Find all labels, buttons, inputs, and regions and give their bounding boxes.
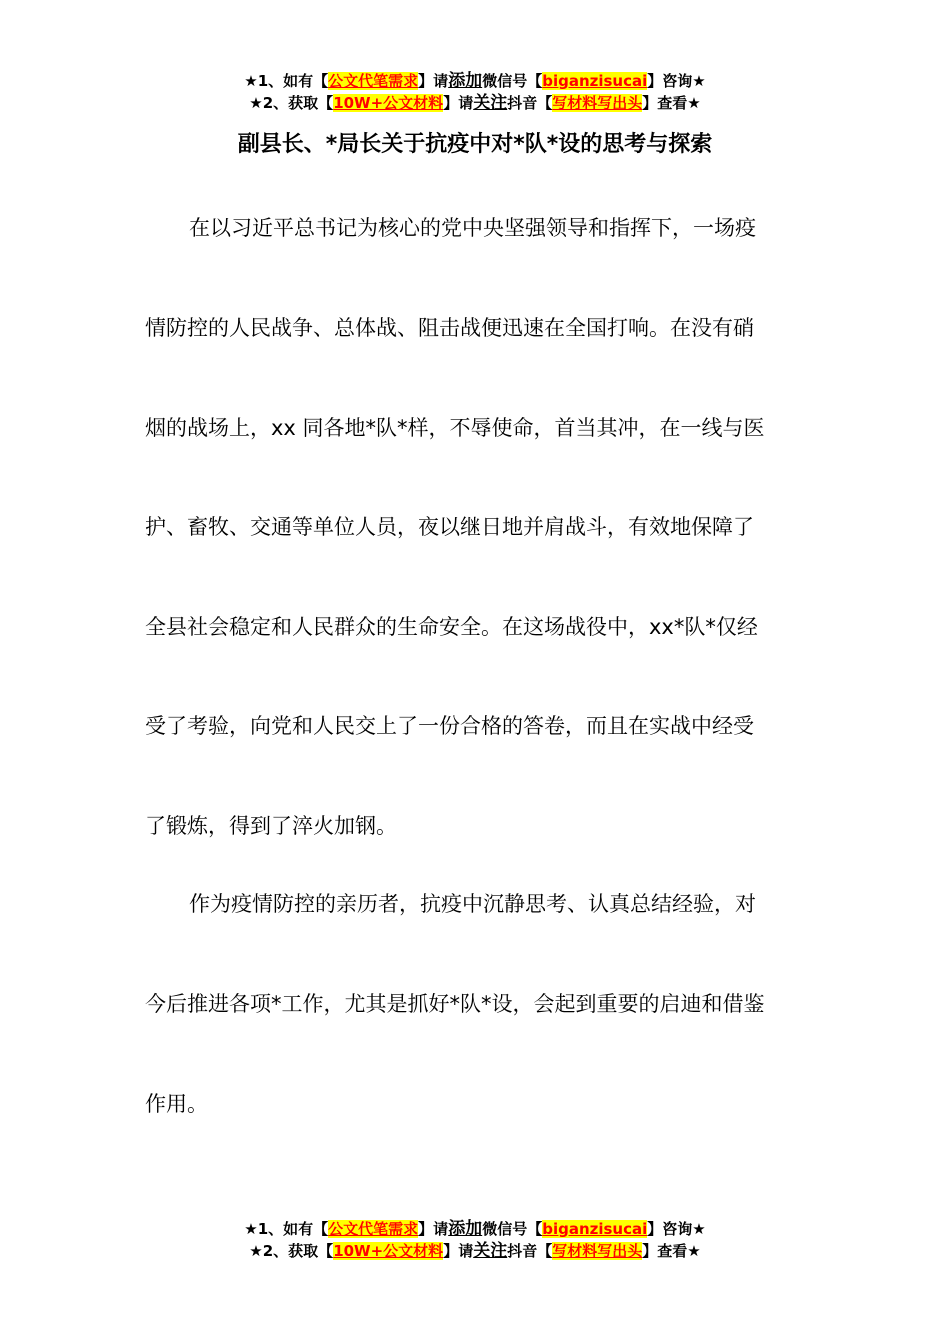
banner-text: 微信号【 bbox=[482, 1220, 543, 1238]
highlight-douyin-account: 写材料写出头 bbox=[552, 94, 643, 112]
banner-text: ★1、如有【 bbox=[244, 72, 329, 90]
underlined-word-follow: 关注 bbox=[473, 93, 508, 113]
underlined-word-follow: 关注 bbox=[473, 1241, 508, 1261]
paragraph-1-line: 受了考验，向党和人民交上了一份合格的答卷，而且在实战中经受 bbox=[145, 714, 754, 738]
paragraph-1-line: 情防控的人民战争、总体战、阻击战便迅速在全国打响。在没有硝 bbox=[145, 316, 754, 340]
banner-text: 微信号【 bbox=[482, 72, 543, 90]
underlined-word-add: 添加 bbox=[448, 71, 483, 91]
paragraph-1-line: 了锻炼，得到了淬火加钢。 bbox=[145, 814, 397, 838]
banner-text: 抖音【 bbox=[507, 1242, 553, 1260]
banner-text: ★2、获取【 bbox=[249, 1242, 334, 1260]
banner-text: 】查看★ bbox=[642, 1242, 701, 1260]
banner-text: ★2、获取【 bbox=[249, 94, 334, 112]
banner-text: 】请 bbox=[443, 94, 474, 112]
paragraph-2-line: 今后推进各项*工作，尤其是抓好*队*设，会起到重要的启迪和借鉴 bbox=[145, 992, 765, 1016]
highlight-ghostwriting: 公文代笔需求 bbox=[328, 1220, 419, 1238]
paragraph-2-line: 作用。 bbox=[145, 1092, 208, 1116]
highlight-ghostwriting: 公文代笔需求 bbox=[328, 72, 419, 90]
banner-text: 】咨询★ bbox=[647, 1220, 706, 1238]
banner-text: 】查看★ bbox=[642, 94, 701, 112]
highlight-wechat-id: biganzisucai bbox=[542, 1220, 648, 1238]
highlight-materials: 10W+公文材料 bbox=[333, 1242, 444, 1260]
highlight-douyin-account: 写材料写出头 bbox=[552, 1242, 643, 1260]
paragraph-1-line: 全县社会稳定和人民群众的生命安全。在这场战役中，xx*队*仅经 bbox=[145, 615, 758, 639]
document-title: 副县长、*局长关于抗疫中对*队*设的思考与探索 bbox=[237, 132, 713, 157]
banner-line-1 bbox=[0, 70, 950, 92]
banner-text: 】请 bbox=[443, 1242, 474, 1260]
banner-text: 】请 bbox=[418, 72, 449, 90]
paragraph-1-line: 烟的战场上，xx 同各地*队*样，不辱使命，首当其冲，在一线与医 bbox=[145, 416, 765, 440]
paragraph-1-line: 在以习近平总书记为核心的党中央坚强领导和指挥下，一场疫 bbox=[189, 216, 756, 240]
banner-line-2 bbox=[0, 1240, 950, 1262]
banner-text: ★1、如有【 bbox=[244, 1220, 329, 1238]
banner-line-2 bbox=[0, 92, 950, 114]
highlight-wechat-id: biganzisucai bbox=[542, 72, 648, 90]
banner-text: 】请 bbox=[418, 1220, 449, 1238]
banner-text: 抖音【 bbox=[507, 94, 553, 112]
banner-line-1 bbox=[0, 1218, 950, 1240]
paragraph-1-line: 护、畜牧、交通等单位人员，夜以继日地并肩战斗，有效地保障了 bbox=[145, 515, 754, 539]
banner-text: 】咨询★ bbox=[647, 72, 706, 90]
paragraph-2-line: 作为疫情防控的亲历者，抗疫中沉静思考、认真总结经验，对 bbox=[189, 892, 756, 916]
underlined-word-add: 添加 bbox=[448, 1219, 483, 1239]
header-banner bbox=[0, 70, 950, 114]
highlight-materials: 10W+公文材料 bbox=[333, 94, 444, 112]
footer-banner bbox=[0, 1218, 950, 1262]
